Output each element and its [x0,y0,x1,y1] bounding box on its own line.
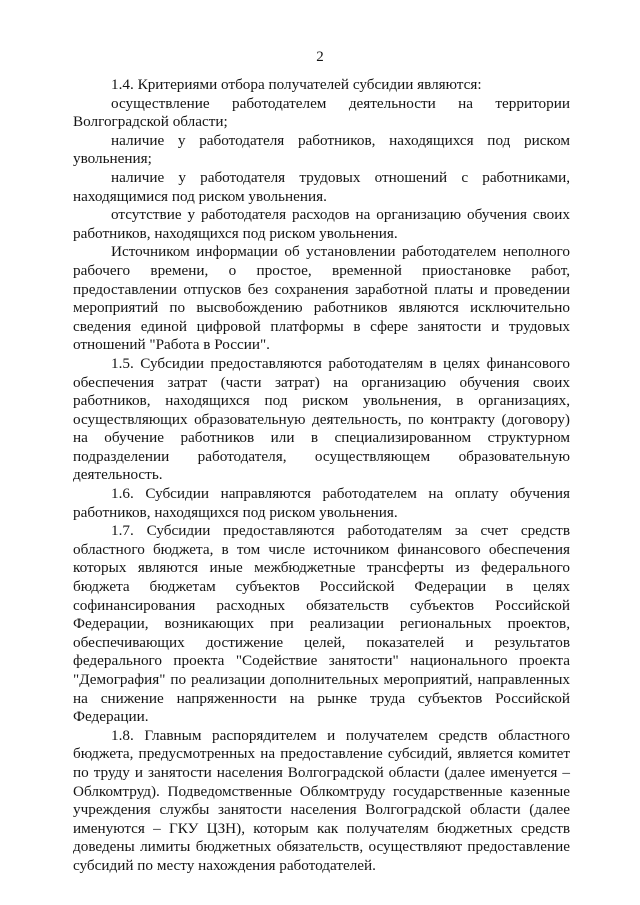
paragraph-1-7: 1.7. Субсидии предоставляются работодателям за счет средств областного бюджета, в том числе источником финансового обеспечения которых являются иные межбюджетные трансферты из федерального бюджета бюджетам субъектов Российской Федерации в целях софинансирования расходных обязательств субъектов Российской Федерации, возникающих при реализации региональных проектов, обеспечивающих достижение целей, показателей и результатов федерального проекта "Содействие занятости" национального проекта "Демография" по реализации дополнительных мероприятий, направленных на снижение напряженности на рынке труда субъектов Российской Федерации. [73,522,570,726]
criterion-employees-at-risk: наличие у работодателя работников, находящихся под риском увольнения; [73,131,570,168]
criterion-activity-in-region: осуществление работодателем деятельности на территории Волгоградской области; [73,94,570,131]
paragraph-1-4-heading: 1.4. Критериями отбора получателей субсидии являются: [111,76,482,93]
information-source-paragraph: Источником информации об установлении работодателем неполного рабочего времени, о простое, временной приостановке работ, предоставлении отпусков без сохранения заработной платы и проведении мероприятий по высвобождению работников являются исключительно сведения единой цифровой платформы в сфере занятости и трудовых отношений "Работа в России". [73,243,570,354]
page-number: 2 [316,49,324,65]
document-body [73,76,570,876]
paragraph-1-6: 1.6. Субсидии направляются работодателем на оплату обучения работников, находящихся под риском увольнения. [73,485,570,521]
criterion-no-training-expenses: отсутствие у работодателя расходов на организацию обучения своих работников, находящихся под риском увольнения. [73,206,570,242]
paragraph-1-5: 1.5. Субсидии предоставляются работодателям в целях финансового обеспечения затрат (части затрат) на организацию обучения своих работников, находящихся под риском увольнения, в организациях, осуществляющих образовательную деятельность, по контракту (договору) на обучение работников или в специализированном структурном подразделении работодателя, осуществляющем образовательную деятельность. [73,354,570,484]
criterion-labor-relations: наличие у работодателя трудовых отношений с работниками, находящимися под риском увольнения. [73,168,570,205]
paragraph-1-8: 1.8. Главным распорядителем и получателем средств областного бюджета, предусмотренных на предоставление субсидий, является комитет по труду и занятости населения Волгоградской области (далее именуется – Облкомтруд). Подведомственные Облкомтруду государственные казенные учреждения службы занятости населения Волгоградской области (далее именуются – ГКУ ЦЗН), которым как получателям бюджетных средств доведены лимиты бюджетных обязательств, осуществляют предоставление субсидий по месту нахождения работодателей. [73,726,570,874]
